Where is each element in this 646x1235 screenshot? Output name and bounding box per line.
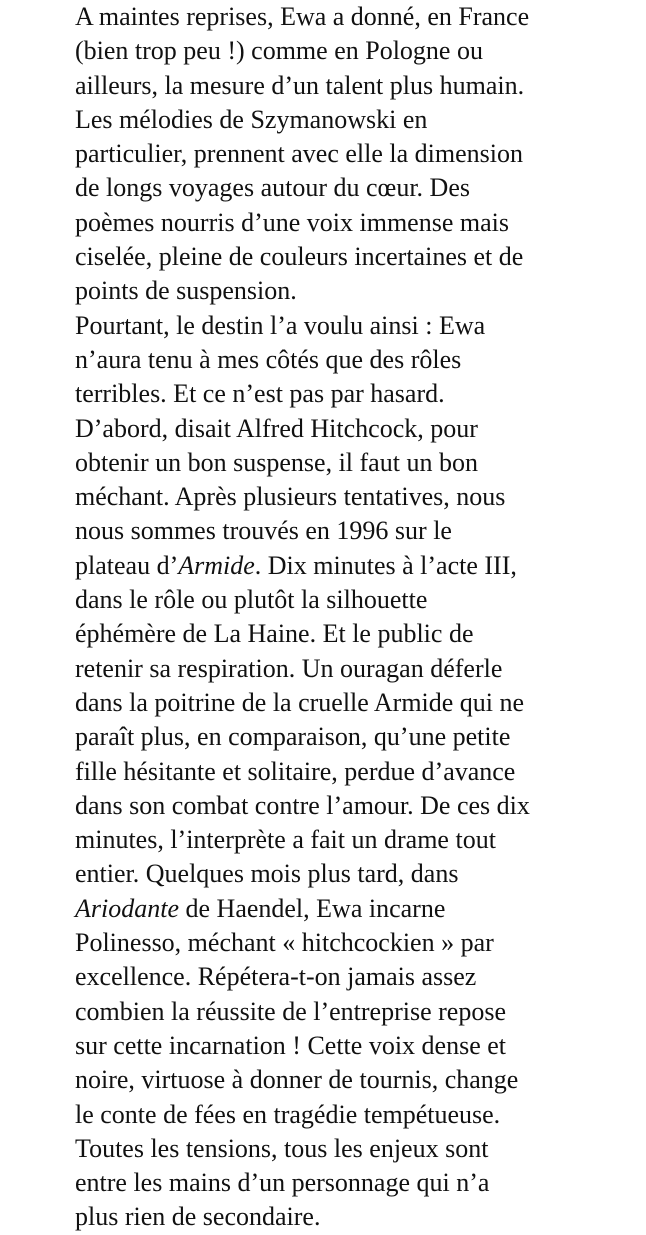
text-segment: plus rien de secondaire. bbox=[75, 1202, 321, 1232]
text-segment: dans la poitrine de la cruelle Armide qui ne bbox=[75, 687, 525, 717]
text-segment: Pourtant, le destin l’a voulu ainsi : Ewa bbox=[75, 310, 486, 340]
text-segment: Polinesso, méchant « hitchcockien » par bbox=[75, 928, 494, 958]
text-line bbox=[75, 1166, 645, 1200]
text-line bbox=[75, 34, 645, 68]
text-line bbox=[75, 892, 645, 926]
body-text bbox=[75, 0, 645, 1235]
text-segment: excellence. Répétera-t-on jamais assez bbox=[75, 962, 477, 992]
text-segment: de Haendel, Ewa incarne bbox=[179, 893, 446, 923]
text-segment: particulier, prennent avec elle la dimension bbox=[75, 139, 523, 169]
text-segment: . Dix minutes à l’acte III, bbox=[254, 550, 517, 580]
text-segment: méchant. Après plusieurs tentatives, nous bbox=[75, 482, 506, 512]
text-segment: nous sommes trouvés en 1996 sur le bbox=[75, 516, 452, 546]
text-segment: paraît plus, en comparaison, qu’une petite bbox=[75, 722, 511, 752]
text-line bbox=[75, 686, 645, 720]
text-line bbox=[75, 549, 645, 583]
text-line bbox=[75, 926, 645, 960]
text-line bbox=[75, 755, 645, 789]
text-line bbox=[75, 69, 645, 103]
text-line bbox=[75, 617, 645, 651]
text-line bbox=[75, 857, 645, 891]
text-segment: terribles. Et ce n’est pas par hasard. bbox=[75, 379, 445, 409]
text-segment: Les mélodies de Szymanowski en bbox=[75, 104, 428, 134]
italic-title: Ariodante bbox=[75, 893, 179, 923]
text-segment: le conte de fées en tragédie tempétueuse. bbox=[75, 1099, 501, 1129]
text-segment: entre les mains d’un personnage qui n’a bbox=[75, 1168, 490, 1198]
text-line bbox=[75, 514, 645, 548]
text-segment: sur cette incarnation ! Cette voix dense et bbox=[75, 1030, 507, 1060]
text-line bbox=[75, 995, 645, 1029]
text-segment: Toutes les tensions, tous les enjeux sont bbox=[75, 1133, 489, 1163]
text-line bbox=[75, 240, 645, 274]
text-segment: noire, virtuose à donner de tournis, change bbox=[75, 1065, 519, 1095]
text-line bbox=[75, 1063, 645, 1097]
text-line bbox=[75, 652, 645, 686]
text-line bbox=[75, 446, 645, 480]
text-line bbox=[75, 206, 645, 240]
text-line bbox=[75, 960, 645, 994]
text-segment: n’aura tenu à mes côtés que des rôles bbox=[75, 344, 462, 374]
text-line bbox=[75, 377, 645, 411]
text-segment: D’abord, disait Alfred Hitchcock, pour bbox=[75, 413, 478, 443]
text-line bbox=[75, 583, 645, 617]
text-segment: minutes, l’interprète a fait un drame tout bbox=[75, 825, 496, 855]
text-segment: ailleurs, la mesure d’un talent plus humain. bbox=[75, 70, 525, 100]
text-line bbox=[75, 343, 645, 377]
text-segment: plateau d’ bbox=[75, 550, 179, 580]
text-line bbox=[75, 1200, 645, 1234]
text-segment: retenir sa respiration. Un ouragan déferle bbox=[75, 653, 503, 683]
text-segment: éphémère de La Haine. Et le public de bbox=[75, 619, 474, 649]
text-line bbox=[75, 480, 645, 514]
text-line bbox=[75, 274, 645, 308]
text-segment: obtenir un bon suspense, il faut un bon bbox=[75, 447, 478, 477]
text-line bbox=[75, 1132, 645, 1166]
text-line bbox=[75, 171, 645, 205]
text-segment: points de suspension. bbox=[75, 276, 297, 306]
text-line bbox=[75, 823, 645, 857]
text-line bbox=[75, 137, 645, 171]
text-line bbox=[75, 1098, 645, 1132]
text-line bbox=[75, 103, 645, 137]
text-segment: ciselée, pleine de couleurs incertaines et de bbox=[75, 242, 524, 272]
text-segment: fille hésitante et solitaire, perdue d’avance bbox=[75, 756, 516, 786]
text-segment: de longs voyages autour du cœur. Des bbox=[75, 173, 470, 203]
text-segment: A maintes reprises, Ewa a donné, en France bbox=[75, 2, 530, 31]
text-segment: dans son combat contre l’amour. De ces dix bbox=[75, 790, 530, 820]
text-line bbox=[75, 309, 645, 343]
text-line bbox=[75, 789, 645, 823]
text-segment: poèmes nourris d’une voix immense mais bbox=[75, 207, 509, 237]
text-segment: entier. Quelques mois plus tard, dans bbox=[75, 859, 459, 889]
text-segment: dans le rôle ou plutôt la silhouette bbox=[75, 585, 428, 615]
italic-title: Armide bbox=[178, 550, 255, 580]
text-line bbox=[75, 0, 645, 34]
text-segment: combien la réussite de l’entreprise repose bbox=[75, 996, 506, 1026]
text-segment: (bien trop peu !) comme en Pologne ou bbox=[75, 36, 483, 66]
text-line bbox=[75, 412, 645, 446]
text-line bbox=[75, 1029, 645, 1063]
text-line bbox=[75, 720, 645, 754]
